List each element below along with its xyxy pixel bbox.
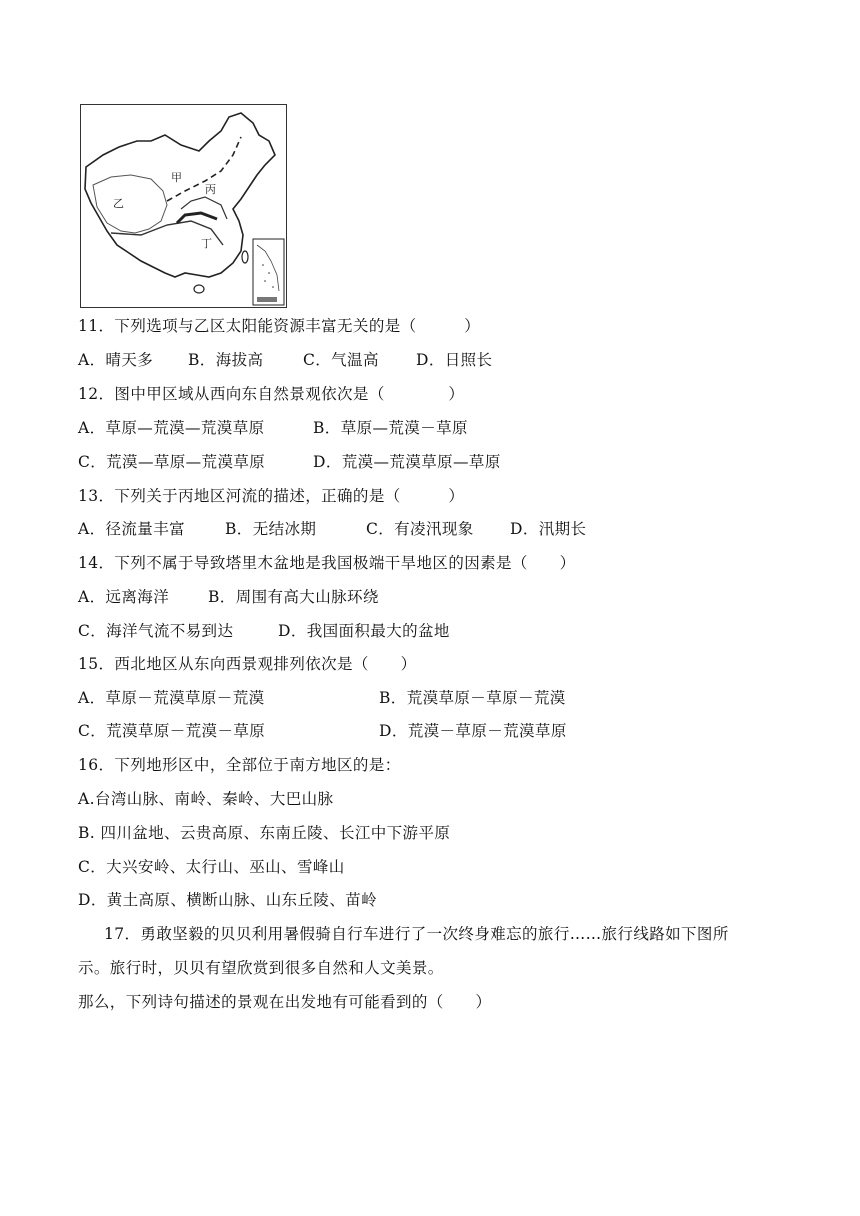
q15-stem: 15．西北地区从东向西景观排列依次是（ ） bbox=[78, 655, 417, 673]
q14-option-b[interactable]: B．周围有高大山脉环绕 bbox=[208, 588, 379, 606]
q15-option-d[interactable]: D．荒漠－草原－荒漠草原 bbox=[379, 722, 567, 740]
q11-option-b[interactable]: B．海拔高 bbox=[188, 351, 264, 369]
q13-option-b[interactable]: B．无结冰期 bbox=[225, 520, 317, 538]
q16-option-a[interactable]: A.台湾山脉、南岭、秦岭、大巴山脉 bbox=[78, 790, 334, 808]
q13-stem: 13．下列关于丙地区河流的描述，正确的是（ ） bbox=[78, 487, 465, 505]
map-label-yi: 乙 bbox=[113, 197, 124, 210]
q11-stem: 11．下列选项与乙区太阳能资源丰富无关的是（ ） bbox=[78, 317, 481, 335]
q16-option-d[interactable]: D．黄土高原、横断山脉、山东丘陵、苗岭 bbox=[78, 891, 378, 909]
q12-option-a[interactable]: A．草原—荒漠—荒漠草原 bbox=[78, 419, 265, 437]
q11-option-d[interactable]: D．日照长 bbox=[416, 351, 493, 369]
q14-option-a[interactable]: A．远离海洋 bbox=[78, 588, 170, 606]
china-outline-figure bbox=[81, 105, 286, 307]
q17-line-1: 17．勇敢坚毅的贝贝利用暑假骑自行车进行了一次终身难忘的旅行……旅行线路如下图所 bbox=[104, 925, 729, 943]
q14-option-c[interactable]: C．海洋气流不易到达 bbox=[78, 622, 234, 640]
q15-option-a[interactable]: A．草原－荒漠草原－荒漠 bbox=[78, 689, 265, 707]
q11-option-a[interactable]: A．晴天多 bbox=[78, 351, 154, 369]
map-label-ding: 丁 bbox=[201, 237, 212, 250]
q15-option-c[interactable]: C．荒漠草原－荒漠－草原 bbox=[78, 722, 266, 740]
q13-option-d[interactable]: D．汛期长 bbox=[510, 520, 587, 538]
q12-option-c[interactable]: C．荒漠—草原—荒漠草原 bbox=[78, 453, 266, 471]
q16-stem: 16．下列地形区中，全部位于南方地区的是： bbox=[78, 756, 401, 774]
q12-stem: 12．图中甲区域从西向东自然景观依次是（ ） bbox=[78, 385, 465, 403]
q17-line-3: 那么，下列诗句描述的景观在出发地有可能看到的（ ） bbox=[78, 993, 492, 1011]
q16-option-c[interactable]: C．大兴安岭、太行山、巫山、雪峰山 bbox=[78, 858, 345, 876]
q13-option-c[interactable]: C．有凌汛现象 bbox=[366, 520, 474, 538]
q13-option-a[interactable]: A．径流量丰富 bbox=[78, 520, 185, 538]
q17-line-2: 示。旅行时，贝贝有望欣赏到很多自然和人文美景。 bbox=[78, 959, 444, 977]
q16-option-b[interactable]: B. 四川盆地、云贵高原、东南丘陵、长江中下游平原 bbox=[78, 824, 451, 842]
q11-option-c[interactable]: C．气温高 bbox=[303, 351, 379, 369]
map-label-jia: 甲 bbox=[171, 171, 182, 184]
q15-option-b[interactable]: B．荒漠草原－草原－荒漠 bbox=[379, 689, 566, 707]
q14-stem: 14．下列不属于导致塔里木盆地是我国极端干旱地区的因素是（ ） bbox=[78, 554, 576, 572]
q12-option-d[interactable]: D．荒漠—荒漠草原—草原 bbox=[313, 453, 501, 471]
map-label-bing: 丙 bbox=[205, 183, 216, 196]
q12-option-b[interactable]: B．草原—荒漠－草原 bbox=[313, 419, 468, 437]
q14-option-d[interactable]: D．我国面积最大的盆地 bbox=[278, 622, 450, 640]
china-region-map bbox=[80, 104, 287, 308]
